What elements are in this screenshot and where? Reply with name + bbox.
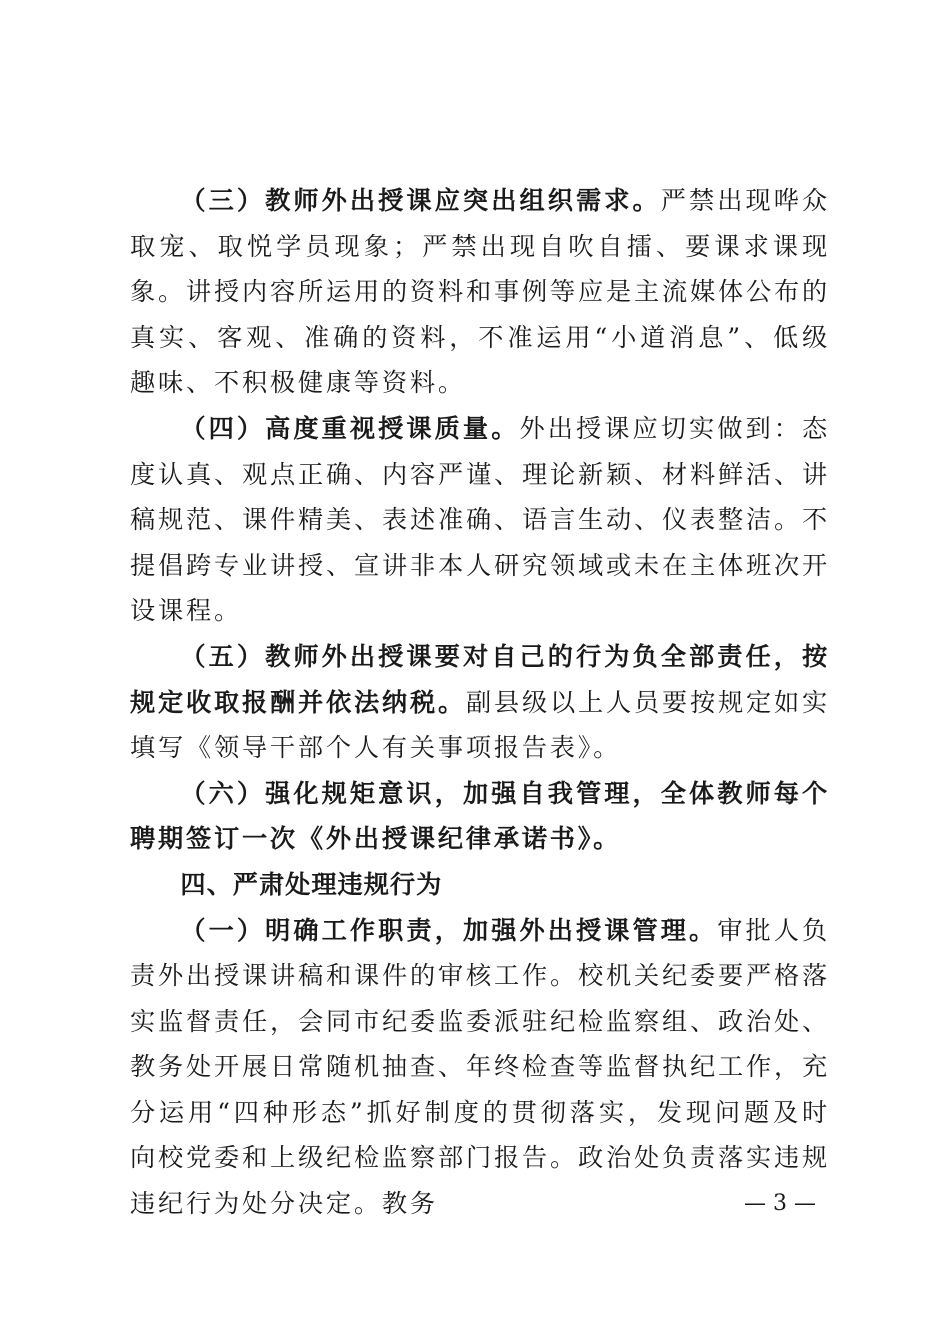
paragraph-section4-1-lead: （一）明确工作职责，加强外出授课管理。 bbox=[180, 914, 718, 945]
paragraph-4-body: 外出授课应切实做到：态度认真、观点正确、内容严谨、理论新颖、材料鲜活、讲稿规范、课件精美、表述准确、语言生动、仪表整洁。不提倡跨专业讲授、宣讲非本人研究领域或未在主体班次开设课程。 bbox=[130, 413, 830, 626]
paragraph-6-lead: （六）强化规矩意识，加强自我管理，全体教师每个聘期签订一次《外出授课纪律承诺书》。 bbox=[130, 777, 830, 854]
page-number: — 3 — bbox=[744, 1191, 816, 1216]
paragraph-5-lead: （五）教师外出授课要对自己的行为负全部责任，按规定收取报酬并依法纳税。 bbox=[130, 640, 830, 717]
section-heading: 四、严肃处理违规行为 bbox=[180, 869, 443, 899]
paragraph-3-lead: （三）教师外出授课应突出组织需求。 bbox=[180, 185, 661, 215]
paragraph-3 bbox=[130, 178, 830, 406]
paragraph-4 bbox=[130, 406, 830, 634]
document-body bbox=[130, 178, 830, 1227]
paragraph-section4-1 bbox=[130, 908, 830, 1227]
paragraph-5 bbox=[130, 634, 830, 771]
paragraph-6 bbox=[130, 771, 830, 862]
paragraph-5-body: 副县级以上人员要按规定如实填写《领导干部个人有关事项报告表》。 bbox=[130, 687, 830, 763]
paragraph-4-lead: （四）高度重视授课质量。 bbox=[180, 412, 520, 443]
paragraph-3-body: 严禁出现哗众取宠、取悦学员现象；严禁出现自吹自擂、要课求课现象。讲授内容所运用的资料和事例等应是主流媒体公布的真实、客观、准确的资料，不准运用“小道消息”、低级趣味、不积极健康等资料。 bbox=[130, 186, 830, 398]
paragraph-section4-1-body: 审批人负责外出授课讲稿和课件的审核工作。校机关纪委要严格落实监督责任，会同市纪委监委派驻纪检监察组、政治处、教务处开展日常随机抽查、年终检查等监督执纪工作，充分运用“四种形态”抓好制度的贯彻落实，发现问题及时向校党委和上级纪检监察部门报告。政治处负责落实违规违纪行为处分决定。教务 bbox=[130, 915, 831, 1219]
